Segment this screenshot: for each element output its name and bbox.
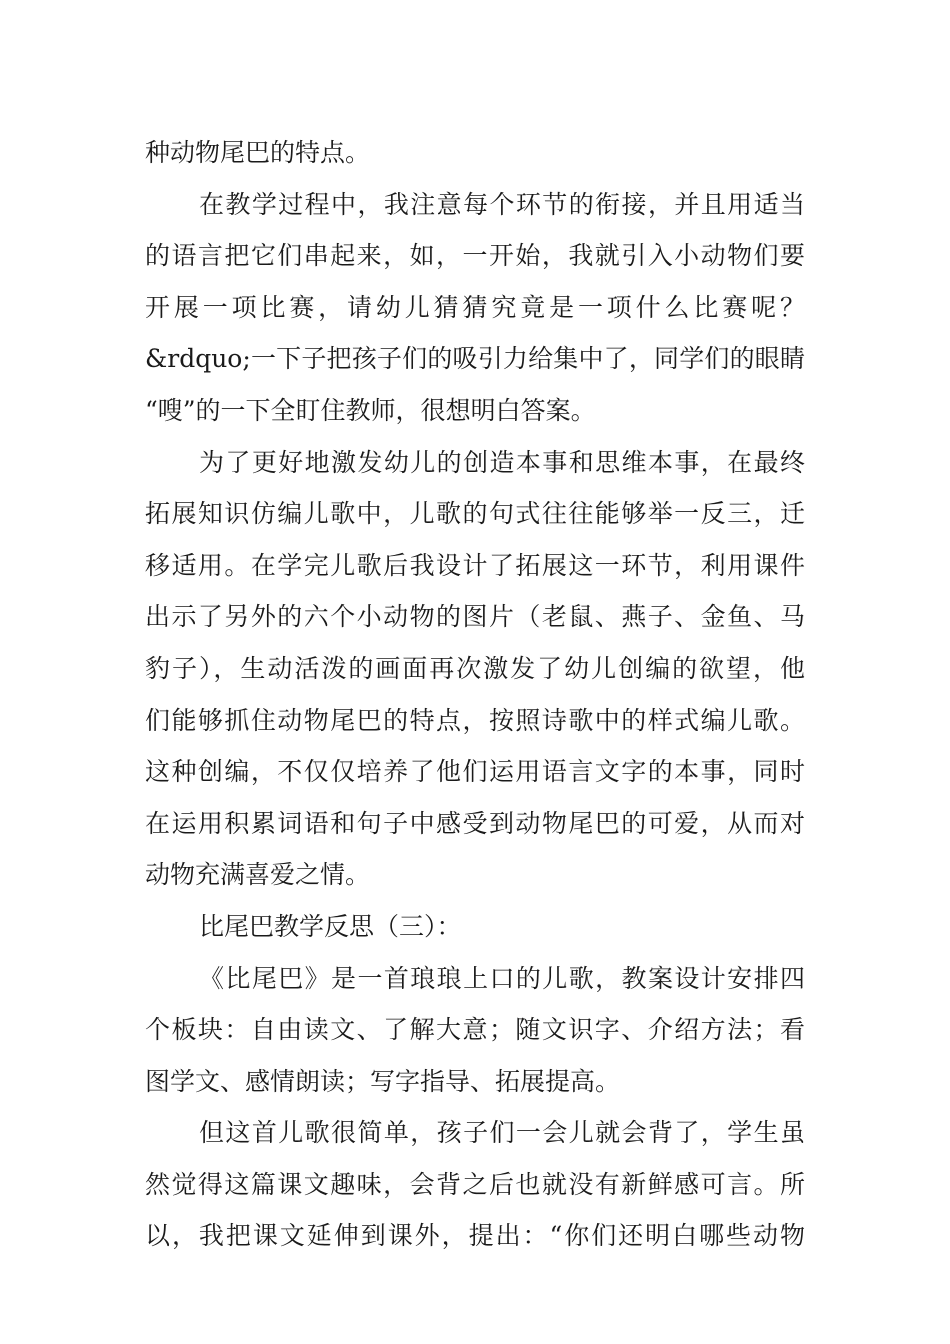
text-line: 拓展知识仿编儿歌中，儿歌的句式往往能够举一反三，迁 <box>145 499 805 529</box>
text-line: 的语言把它们串起来，如，一开始，我就引入小动物们要 <box>145 241 805 271</box>
text-line: 种动物尾巴的特点。 <box>145 138 371 167</box>
text-line: 图学文、感情朗读；写字指导、拓展提高。 <box>145 1066 621 1096</box>
paragraph-first-line: 《比尾巴》是一首琅琅上口的儿歌，教案设计安排四 <box>199 963 805 993</box>
text-line: 在运用积累词语和句子中感受到动物尾巴的可爱，从而对 <box>145 808 805 838</box>
text-line: “嗖”的一下全盯住教师，很想明白答案。 <box>145 395 596 425</box>
body-text <box>145 127 805 1262</box>
text-line: 动物充满喜爱之情。 <box>145 860 371 890</box>
text-line: &rdquo;一下子把孩子们的吸引力给集中了，同学们的眼睛 <box>145 344 805 374</box>
text-line: 出示了另外的六个小动物的图片（老鼠、燕子、金鱼、马 <box>145 602 805 632</box>
text-line: 然觉得这篇课文趣味，会背之后也就没有新鲜感可言。所 <box>145 1169 805 1199</box>
paragraph-first-line: 为了更好地激发幼儿的创造本事和思维本事，在最终 <box>199 447 805 477</box>
text-line: 以，我把课文延伸到课外，提出：“你们还明白哪些动物 <box>145 1221 805 1251</box>
text-line: 豹子），生动活泼的画面再次激发了幼儿创编的欲望，他 <box>145 653 805 683</box>
paragraph-first-line: 但这首儿歌很简单，孩子们一会儿就会背了，学生虽 <box>199 1118 805 1148</box>
paragraph-first-line: 在教学过程中，我注意每个环节的衔接，并且用适当 <box>199 189 805 219</box>
text-line: 这种创编，不仅仅培养了他们运用语言文字的本事，同时 <box>145 757 805 787</box>
text-line: 移适用。在学完儿歌后我设计了拓展这一环节，利用课件 <box>145 550 805 580</box>
section-heading: 比尾巴教学反思（三）： <box>199 911 462 941</box>
text-line: 开展一项比赛，请幼儿猜猜究竟是一项什么比赛呢？ <box>145 292 805 322</box>
text-line: 们能够抓住动物尾巴的特点，按照诗歌中的样式编儿歌。 <box>145 705 805 735</box>
text-line: 个板块：自由读文、了解大意；随文识字、介绍方法；看 <box>145 1015 805 1045</box>
